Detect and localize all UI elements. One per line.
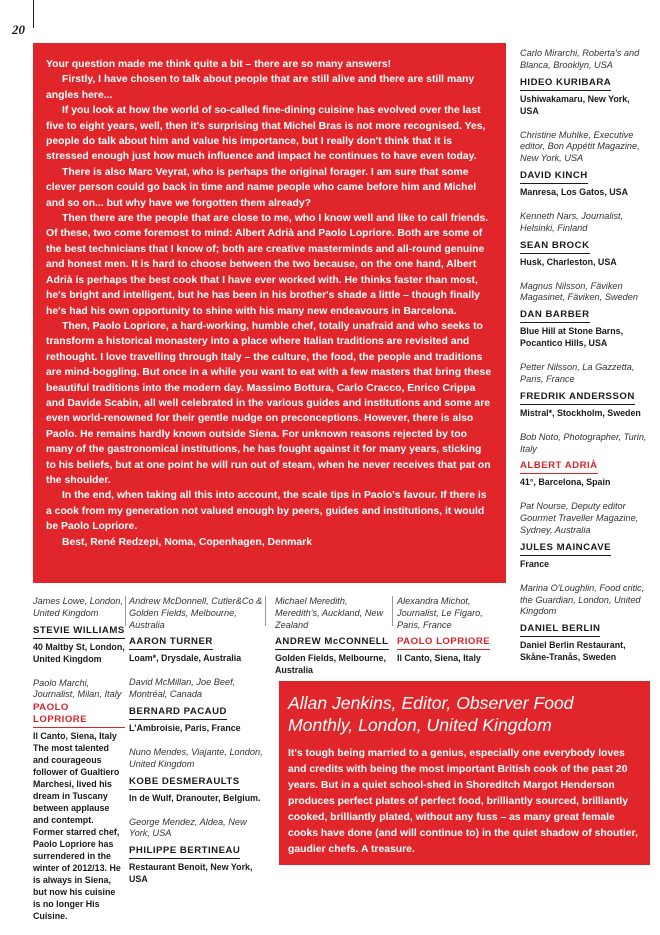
editor-heading: Allan Jenkins, Editor, Observer Food Monthly, London, United Kingdom [288,693,574,735]
letter-paragraph: There is also Marc Veyrat, who is perhaps the original forager. I am sure that some clever person could go back in time and name people who came before him and Michel and so on... but why have we forgotten them already? [46,166,477,209]
nomination-entry [520,211,650,268]
restaurant: Il Canto, Siena, Italy [397,653,481,664]
nominator: Marina O'Loughlin, Food critic, the Guardian, London, United Kingdom [520,582,645,617]
nomination-entry-highlighted [520,432,650,489]
sidebar-nominations [520,48,650,676]
nominator: Andrew McDonnell, Cutler&Co & Golden Fields, Melbourne, Australia [129,596,263,630]
letter-paragraph: Then, Paolo Lopriore, a hard-working, humble chef, totally unafraid and who seeks to transform a historical monastery into a place where Italian traditions are revisited and rethought. I love travelling through Italy – the culture, the food, the people and traditions are mind-boggling. But once in a while you want to eat with a few masters that bring these beautiful traditions into the modern day. Massimo Bottura, Carlo Cracco, Enrico Crippa and Davide Scabin, all well celebrated in the various guides and institutions and some are even world-renowned for their gentle nudge on preconceptions. However, there is also Paolo. He remains hardly known outside Siena. For unknown reasons rejected by too many of the gastronomical institutions, he has fought against it for many years, sticking to his beliefs, but at one point he will run out of steam, when he never receives that pat on the shoulder. [46,320,492,486]
nominator: George Mendez, Aldea, New York, USA [129,816,247,839]
nomination-entry [129,747,263,804]
restaurant: Loam*, Drysdale, Australia [129,653,242,664]
nomination-entry [129,596,263,664]
restaurant: Blue Hill at Stone Barns, Pocantico Hills, USA [520,326,624,349]
nominator: Kenneth Nars, Journalist, Helsinki, Finland [520,210,624,233]
letter-paragraph: If you look at how the world of so-called fine-dining cuisine has evolved over the last five to eight years, well, then it's surprising that Michel Bras is not more recognised. Yes, people do talk about him and value his importance, but I really don't think that it is stressed enough just how much influence and impact he continues to have even today. [46,105,486,163]
nomination-entry [129,817,263,886]
nominator: Pat Nourse, Deputy editor Gourmet Traveller Magazine, Sydney, Australia [520,501,639,535]
letter-paragraph: In the end, when taking all this into account, the scale tips in Paolo's favour. If there is a cook from my generation not valued enough by peers, guides and institutions, it would be Paolo Lopriore. [46,490,487,533]
chef-name: BERNARD PACAUD [129,706,227,720]
nomination-entry [520,130,650,198]
chef-name: STEVIE WILLIAMS [33,625,125,639]
chef-name: ANDREW McCONNELL [275,636,389,650]
nomination-entry [520,48,650,117]
chef-name: DAVID KINCH [520,170,588,184]
column-2 [129,596,263,898]
nomination-entry-highlighted [33,678,125,923]
restaurant: Golden Fields, Melbourne, Australia [275,653,386,676]
column-divider [265,596,266,626]
nomination-entry [520,583,650,663]
letter-paragraph: Your question made me think quite a bit – there are so many answers! [46,59,392,70]
restaurant: L'Ambroisie, Paris, France [129,722,241,733]
chef-name: ALBERT ADRIÀ [520,460,598,474]
restaurant: Il Canto, Siena, Italy [33,731,117,742]
letter-box [33,43,506,583]
chef-name: JULES MAINCAVE [520,542,611,556]
nominator: Magnus Nilsson, Fäviken Magasinet, Fäviken, Sweden [520,280,638,303]
chef-name: PHILIPPE BERTINEAU [129,845,240,859]
nominator: Petter Nilsson, La Gazzetta, Paris, France [520,362,635,384]
restaurant: Ushiwakamaru, New York, USA [520,93,630,116]
chef-name: DANIEL BERLIN [520,623,600,637]
nominator: Carlo Mirarchi, Roberta's and Blanca, Brooklyn, USA [520,48,640,70]
column-divider [392,596,393,626]
restaurant: France [520,558,550,569]
nominator: Christine Muhlke, Executive editor, Bon Appétit Magazine, New York, USA [520,129,640,164]
nomination-entry [520,281,650,350]
nomination-entry-highlighted [397,596,505,664]
restaurant: Mistral*, Stockholm, Sweden [520,407,641,418]
nomination-note: The most talented and courageous follower of Gualtiero Marchesi, lived his dream in Tuscany between applause and contempt. Former starred chef, Paolo Lopriore has surrendered in the winter of 2012/13. He is always in Siena, but now his cuisine is no longer His Cuisine. [33,743,121,922]
nominator: Paolo Marchi, Journalist, Milan, Italy [33,677,122,700]
nominator: Bob Noto, Photographer, Turin, Italy [520,431,647,454]
nomination-entry [33,596,125,665]
chef-name: AARON TURNER [129,636,213,650]
nominator: Alexandra Michot, Journalist, Le Figaro, Paris, France [397,596,483,630]
nominator: Michael Meredith, Meredith's, Auckland, New Zealand [275,596,384,630]
page-number: 20 [12,22,25,37]
column-3 [275,596,389,689]
chef-name: PAOLO LOPRIORE [33,702,125,728]
chef-name: FREDRIK ANDERSSON [520,391,635,405]
top-rule [33,0,34,28]
chef-name: DAN BARBER [520,309,590,323]
restaurant: 40 Maltby St, London, United Kingdom [33,641,125,664]
nomination-entry [520,501,650,569]
restaurant: In de Wulf, Dranouter, Belgium. [129,792,261,803]
editor-box [279,681,650,865]
letter-paragraph: Then there are the people that are close to me, who I know well and like to call friends. Of these, two come foremost to mind: Albert Adrià and Paolo Lopriore. Both are some of the best technicians that I know of; both are creative masterminds and all-round genuine and honest men. It is hard to choose between the two because, on the one hand, Albert Adrià is perhaps the best cook that I have ever worked with. He thinks faster than most, he's bright and intelligent, but he has been in his brother's shade a little – though finally he's had his own opportunity to shine with his many new endeavours in Barcelona. [46,213,489,317]
chef-name: SEAN BROCK [520,240,590,254]
restaurant: Restaurant Benoit, New York, USA [129,862,253,885]
restaurant: Manresa, Los Gatos, USA [520,186,629,197]
chef-name: HIDEO KURIBARA [520,77,611,91]
restaurant: Husk, Charleston, USA [520,256,617,267]
chef-name: KOBE DESMERAULTS [129,776,240,790]
nominator: Nuno Mendes, Viajante, London, United Kingdom [129,746,263,769]
chef-name: PAOLO LOPRIORE [397,636,490,650]
nomination-entry [275,596,389,676]
letter-signature: Best, René Redzepi, Noma, Copenhagen, Denmark [62,536,313,548]
restaurant: Daniel Berlin Restaurant, Skåne-Tranås, Sweden [520,640,626,663]
nominator: David McMillan, Joe Beef, Montréal, Canada [129,677,236,700]
editor-body: It's tough being married to a genius, especially one everybody loves and credits with being the most important British cook of the past 20 years. But in a quiet school-shed in Shoreditch Margot Henderson produces perfect plates of perfect food, brilliantly sourced, brilliantly cooked, brilliantly plated, without any fuss – as many great female cooks have done (and will continue to) in the quiet shadow of shoutier, gaudier chefs. A treasure. [288,748,638,855]
column-4 [397,596,505,677]
nominator: James Lowe, London, United Kingdom [33,596,123,618]
letter-paragraph: Firstly, I have chosen to talk about people that are still alive and there are still many angles here... [46,74,475,101]
restaurant: 41°, Barcelona, Spain [520,477,611,488]
nomination-entry [520,362,650,419]
column-divider [125,596,126,626]
nomination-entry [129,677,263,734]
column-1 [33,596,125,935]
